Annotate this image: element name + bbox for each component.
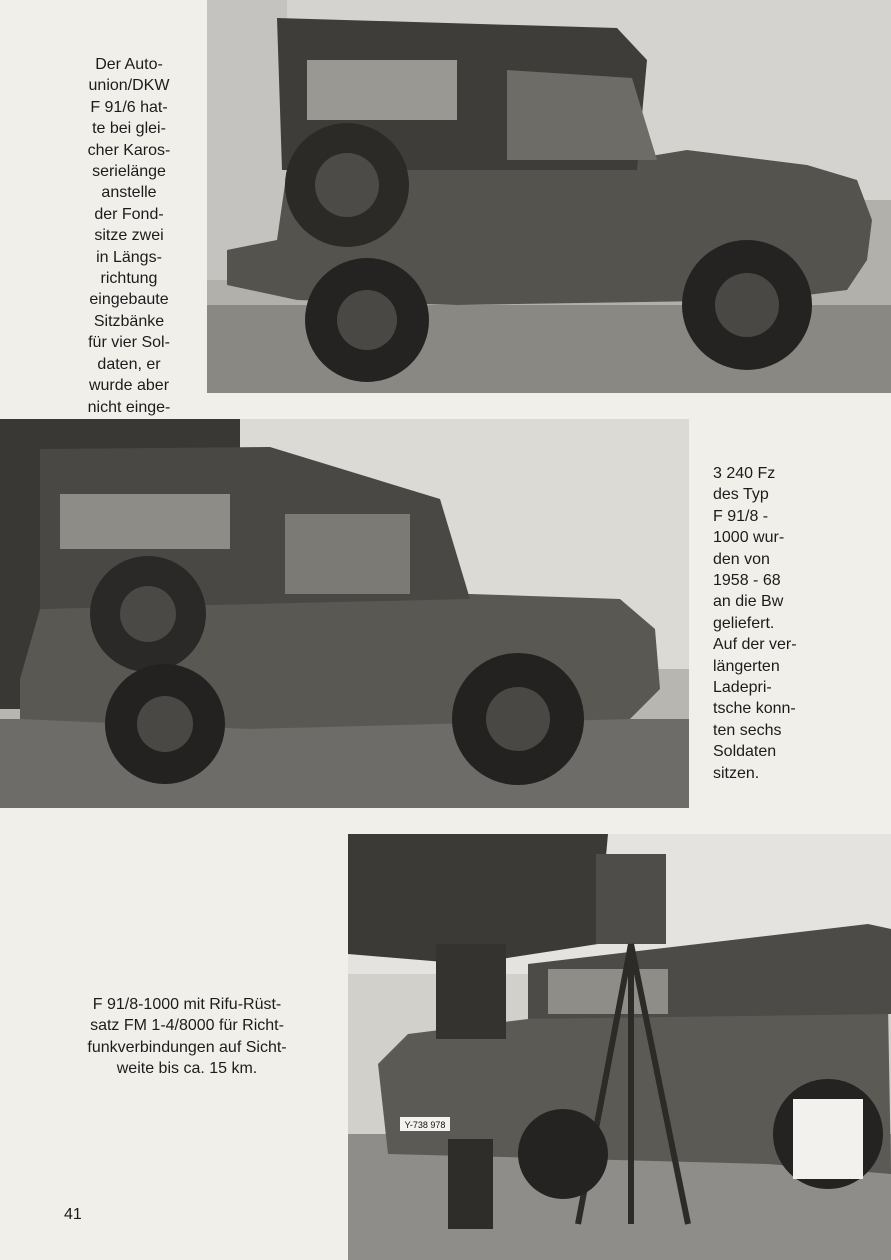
- license-plate-text: Y-738 978: [404, 1120, 446, 1130]
- photo-top-jeep: [207, 0, 891, 393]
- caption-top: Der Auto- union/DKW F 91/6 hat- te bei glei- cher Karos- serielänge anstelle der Fond- sitze zwei in Längs- richtung eingebaute Sitzbänke für vier Sol- daten, er wurde aber nicht einge-: [87, 56, 171, 416]
- photo-bottom-jeep-radio: [348, 834, 891, 1260]
- caption-middle: 3 240 Fz des Typ F 91/8 - 1000 wur- den von 1958 - 68 an die Bw geliefert. Auf der ver- längerten Ladepri- tsche konn- ten sechs Soldaten sitzen.: [713, 465, 797, 782]
- page-number: 41: [64, 1206, 82, 1223]
- photo-middle-jeep: [0, 419, 689, 808]
- caption-bottom: F 91/8-1000 mit Rifu-Rüst- satz FM 1-4/8000 für Richt- funkverbindungen auf Sicht- weite bis ca. 15 km.: [87, 996, 287, 1078]
